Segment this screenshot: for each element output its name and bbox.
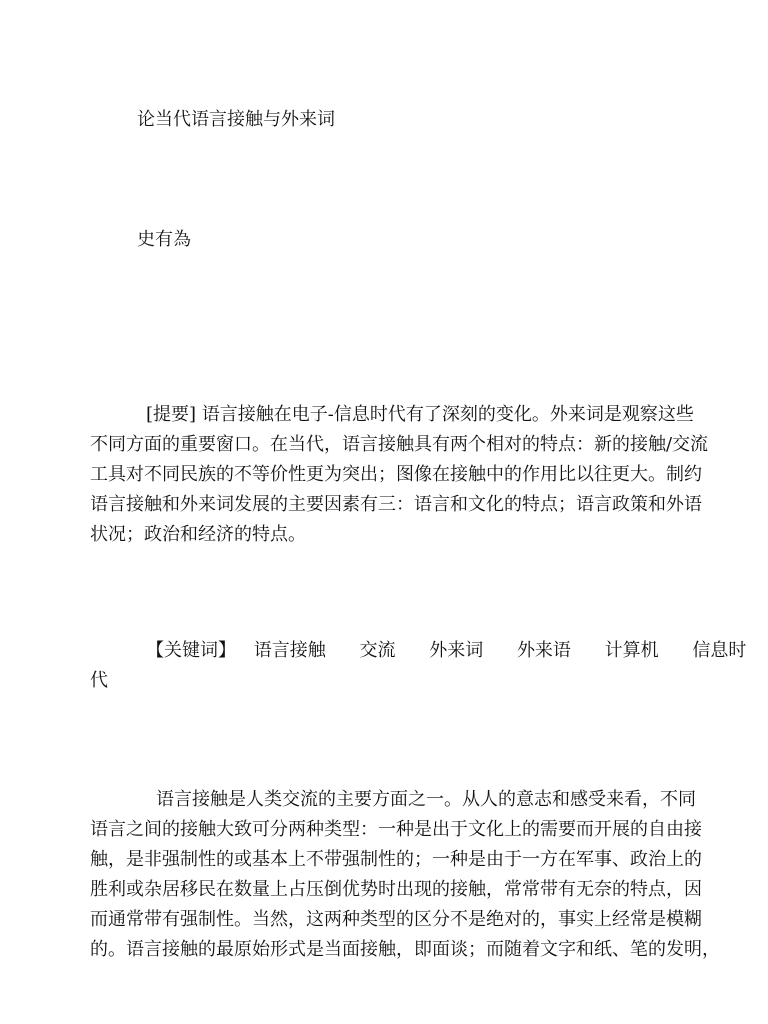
author-name: 史有為: [137, 229, 191, 250]
keyword: 外来词: [429, 640, 484, 661]
body-line: 语言接触是人类交流的主要方面之一。从人的意志和感受来看，不同: [156, 789, 696, 810]
keywords-label: 【关键词】: [146, 640, 236, 661]
abstract-line: 工具对不同民族的不等价性更为突出；图像在接触中的作用比以往更大。制约: [90, 464, 702, 485]
document-title: 论当代语言接触与外来词: [137, 109, 335, 130]
body-line: 语言之间的接触大致可分两种类型：一种是出于文化上的需要而开展的自由接: [90, 819, 702, 840]
keywords-line: [90, 636, 747, 666]
body-paragraph: [90, 785, 730, 965]
keyword: 信息时: [692, 640, 747, 661]
keywords-section: [90, 636, 747, 696]
keyword: 交流: [359, 640, 396, 661]
body-line: 触，是非强制性的或基本上不带强制性的；一种是由于一方在军事、政治上的: [90, 849, 702, 870]
abstract-line: [提要] 语言接触在电子-信息时代有了深刻的变化。外来词是观察这些: [146, 404, 694, 425]
abstract-line: 状况；政治和经济的特点。: [90, 524, 306, 545]
body-line: 胜利或杂居移民在数量上占压倒优势时出现的接触，常常带有无奈的特点，因: [90, 879, 702, 900]
body-line: 的。语言接触的最原始形式是当面接触，即面谈；而随着文字和纸、笔的发明，: [90, 939, 720, 960]
keyword: 语言接触: [253, 640, 326, 661]
abstract-paragraph: [90, 400, 722, 550]
keyword: 外来语: [516, 640, 571, 661]
keyword: 计算机: [604, 640, 659, 661]
abstract-line: 语言接触和外来词发展的主要因素有三：语言和文化的特点；语言政策和外语: [90, 494, 702, 515]
keywords-wrap-tail: 代: [90, 670, 108, 691]
body-line: 而通常带有强制性。当然，这两种类型的区分不是绝对的，事实上经常是模糊: [90, 909, 702, 930]
abstract-line: 不同方面的重要窗口。在当代，语言接触具有两个相对的特点：新的接触/交流: [90, 434, 709, 455]
